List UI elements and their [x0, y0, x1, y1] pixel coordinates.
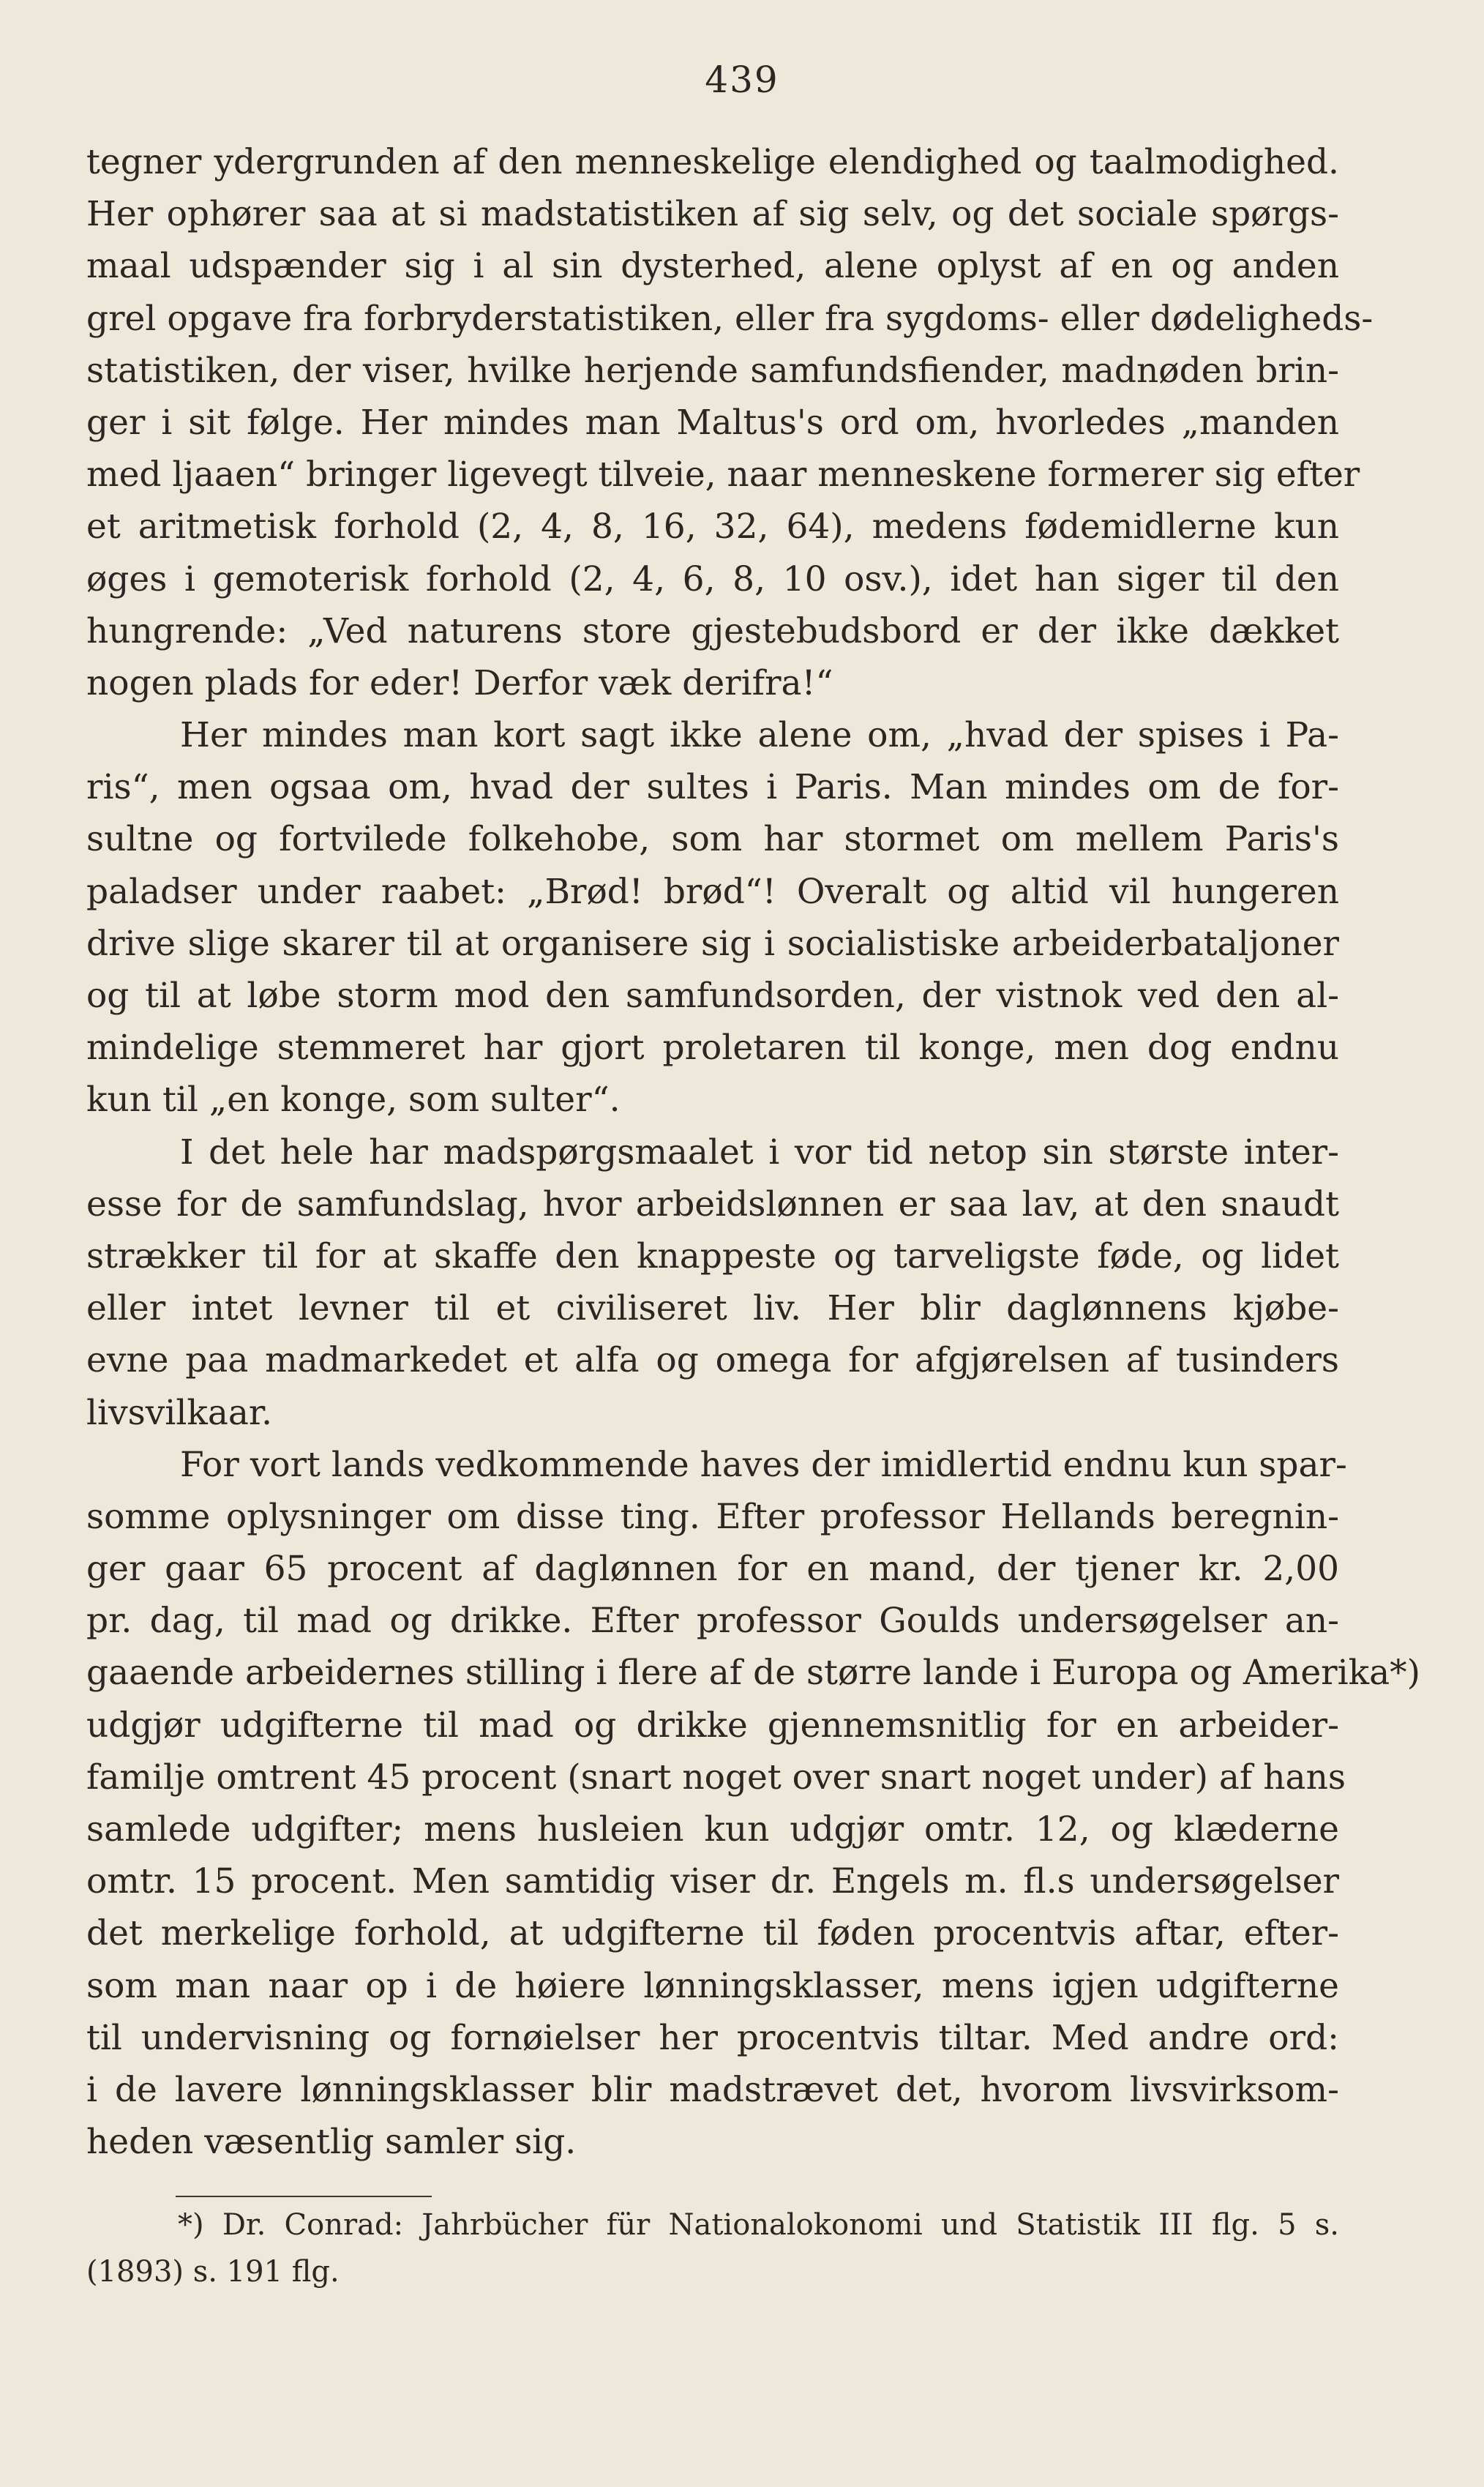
page-number: 439: [705, 59, 779, 101]
footnote-line: *) Dr. Conrad: Jahrbücher für Nationalokonomi und Statistik III flg. 5 s.: [178, 2208, 1339, 2242]
text-line: i de lavere lønningsklasser blir madstrævet det, hvorom livsvirksom-: [86, 2069, 1339, 2110]
text-line: heden væsentlig samler sig.: [86, 2122, 577, 2163]
text-line: omtr. 15 procent. Men samtidig viser dr. Engels m. fl.s undersøgelser: [86, 1861, 1339, 1902]
text-line: statistiken, der viser, hvilke herjende samfundsfiender, madnøden brin-: [86, 350, 1339, 391]
text-line: strækker til for at skaffe den knappeste og tarveligste føde, og lidet: [86, 1235, 1339, 1276]
text-line: det merkelige forhold, at udgifterne til føden procentvis aftar, efter-: [86, 1913, 1339, 1954]
footnote-line: (1893) s. 191 flg.: [86, 2255, 340, 2289]
text-line: Her ophører saa at si madstatistiken af sig selv, og det sociale spørgs-: [86, 194, 1339, 235]
footnote: [86, 2202, 1339, 2295]
text-line: og til at løbe storm mod den samfundsorden, der vistnok ved den al-: [86, 976, 1339, 1016]
text-line: I det hele har madspørgsmaalet i vor tid netop sin største inter-: [180, 1132, 1339, 1173]
text-line: maal udspænder sig i al sin dysterhed, alene oplyst af en og anden: [86, 246, 1339, 287]
text-line: grel opgave fra forbryderstatistiken, eller fra sygdoms- eller dødeligheds-: [86, 298, 1374, 339]
text-line: som man naar op i de høiere lønningsklasser, mens igjen udgifterne: [86, 1965, 1339, 2006]
text-line: familje omtrent 45 procent (snart noget over snart noget under) af hans: [86, 1757, 1346, 1798]
text-line: livsvilkaar.: [86, 1392, 273, 1433]
text-line: drive slige skarer til at organisere sig i socialistiske arbeiderbataljoner: [86, 923, 1339, 964]
text-line: eller intet levner til et civiliseret liv. Her blir daglønnens kjøbe-: [86, 1288, 1339, 1329]
text-line: ger gaar 65 procent af daglønnen for en mand, der tjener kr. 2,00: [86, 1549, 1339, 1590]
text-line: øges i gemoterisk forhold (2, 4, 6, 8, 10 osv.), idet han siger til den: [86, 558, 1339, 599]
paragraph: [86, 1126, 1339, 1439]
text-line: mindelige stemmeret har gjort proletaren til konge, men dog endnu: [86, 1028, 1339, 1069]
body-text: [86, 136, 1420, 2168]
text-line: Her mindes man kort sagt ikke alene om, „hvad der spises i Pa-: [180, 715, 1339, 756]
text-line: tegner ydergrunden af den menneskelige elendighed og taalmodighed.: [86, 142, 1339, 182]
text-line: samlede udgifter; mens husleien kun udgjør omtr. 12, og klæderne: [86, 1809, 1339, 1850]
text-line: evne paa madmarkedet et alfa og omega for afgjørelsen af tusinders: [86, 1340, 1339, 1381]
text-line: For vort lands vedkommende haves der imidlertid endnu kun spar-: [180, 1444, 1347, 1485]
paragraph: [86, 1439, 1420, 2169]
text-line: nogen plads for eder! Derfor væk derifra!“: [86, 662, 833, 703]
text-line: til undervisning og fornøielser her procentvis tiltar. Med andre ord:: [86, 2017, 1339, 2058]
text-line: udgjør udgifterne til mad og drikke gjennemsnitlig for en arbeider-: [86, 1705, 1339, 1746]
text-line: ris“, men ogsaa om, hvad der sultes i Paris. Man mindes om de for-: [86, 767, 1339, 808]
text-line: hungrende: „Ved naturens store gjestebudsbord er der ikke dækket: [86, 610, 1339, 651]
paragraph: [86, 136, 1374, 709]
text-line: esse for de samfundslag, hvor arbeidslønnen er saa lav, at den snaudt: [86, 1183, 1339, 1224]
text-line: pr. dag, til mad og drikke. Efter professor Goulds undersøgelser an-: [86, 1601, 1339, 1642]
paragraph: [86, 709, 1339, 1126]
text-line: paladser under raabet: „Brød! brød“! Overalt og altid vil hungeren: [86, 871, 1339, 912]
text-line: med ljaaen“ bringer ligevegt tilveie, naar menneskene formerer sig efter: [86, 455, 1360, 495]
text-line: sultne og fortvilede folkehobe, som har stormet om mellem Paris's: [86, 819, 1339, 860]
text-line: somme oplysninger om disse ting. Efter professor Hellands beregnin-: [86, 1496, 1339, 1537]
text-line: kun til „en konge, som sulter“.: [86, 1080, 621, 1121]
text-line: gaaende arbeidernes stilling i flere af de større lande i Europa og Amerika*): [86, 1653, 1420, 1694]
footnote-divider: [176, 2196, 432, 2197]
text-line: et aritmetisk forhold (2, 4, 8, 16, 32, 64), medens fødemidlerne kun: [86, 506, 1339, 547]
text-line: ger i sit følge. Her mindes man Maltus's ord om, hvorledes „manden: [86, 402, 1339, 443]
